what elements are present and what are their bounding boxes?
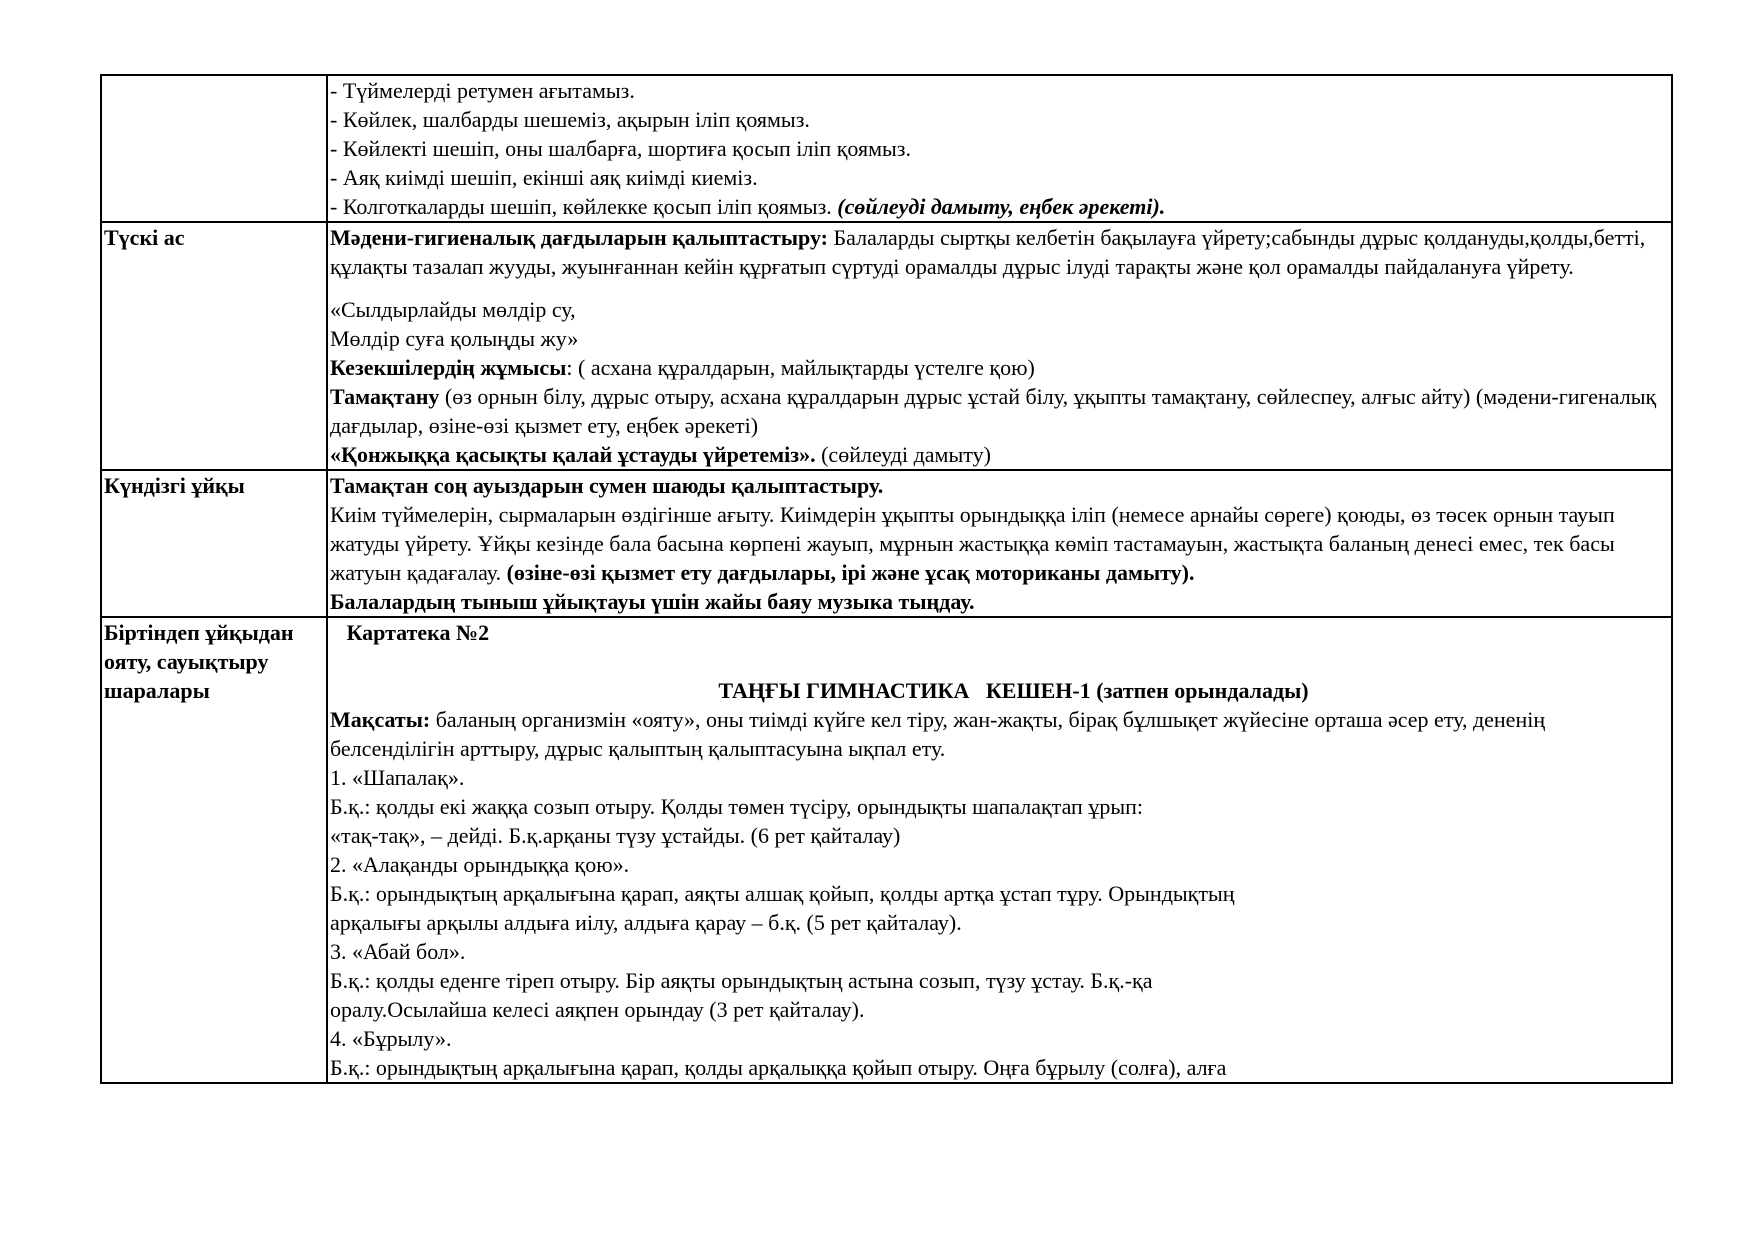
list-item: - Аяқ киімді шешіп, екінші аяқ киімді киеміз. xyxy=(330,165,758,190)
schedule-table xyxy=(100,74,1673,1084)
paragraph xyxy=(330,382,1667,440)
exercise-line: 4. «Бұрылу». xyxy=(330,1026,452,1051)
poem-line: «Сылдырлайды мөлдір су, xyxy=(330,297,576,322)
paragraph-heading: Кезекшілердің жұмысы xyxy=(330,355,567,380)
paragraph-emphasis: (өзіне-өзі қызмет ету дағдылары, ірі және ұсақ моториканы дамыту). xyxy=(506,560,1195,585)
list-item-emphasis: (сөйлеуді дамыту, еңбек әрекеті). xyxy=(837,194,1166,219)
spacer xyxy=(330,647,1667,676)
paragraph xyxy=(330,500,1667,587)
exercise-line: арқалығы арқылы алдыға иілу, алдыға қарау – б.қ. (5 рет қайталау). xyxy=(330,910,962,935)
exercise-line: оралу.Осылайша келесі аяқпен орындау (3 рет қайталау). xyxy=(330,997,865,1022)
paragraph xyxy=(330,223,1667,281)
exercise-line: «тақ-тақ», – дейді. Б.қ.арқаны түзу ұстайды. (6 рет қайталау) xyxy=(330,823,901,848)
row-label-cell xyxy=(101,617,327,1083)
gymnastics-title: ТАҢҒЫ ГИМНАСТИКА КЕШЕН-1 (затпен орындалады) xyxy=(718,678,1309,703)
poem-line: Мөлдір суға қолыңды жу» xyxy=(330,326,579,351)
list-item: - Түймелерді ретумен ағытамыз. xyxy=(330,78,635,103)
paragraph xyxy=(330,440,1667,469)
paragraph-text: (өз орнын білу, дұрыс отыру, асхана құралдарын дұрыс ұстай білу, ұқыпты тамақтану, сөйлеспеу, алғыс айту) (мәдени-гигеналық дағдылар, өзіне-өзі қызмет ету, еңбек әрекеті) xyxy=(330,384,1657,438)
row-label-cell xyxy=(101,75,327,222)
table-row xyxy=(101,617,1672,1083)
list-item xyxy=(330,192,1667,221)
spacer xyxy=(330,281,1667,295)
row-label-cell xyxy=(101,470,327,617)
paragraph-heading: Балалардың тыныш ұйықтауы үшін жайы баяу музыка тыңдау. xyxy=(330,589,975,614)
paragraph-text: (сөйлеуді дамыту) xyxy=(815,442,991,467)
row-content-cell xyxy=(327,617,1672,1083)
list-item-text: - Колготкаларды шешіп, көйлекке қосып іліп қоямыз. xyxy=(330,194,838,219)
row-content-cell xyxy=(327,222,1672,470)
row-label: Біртіндеп ұйқыдан ояту, сауықтыру шаралары xyxy=(104,620,294,703)
exercise-line: 1. «Шапалақ». xyxy=(330,765,465,790)
exercise-line: 3. «Абай бол». xyxy=(330,939,466,964)
paragraph-text: : ( асхана құралдарын, майлықтарды үстелге қою) xyxy=(566,355,1035,380)
list-item: - Көйлек, шалбарды шешеміз, ақырын іліп қоямыз. xyxy=(330,107,810,132)
row-label-cell xyxy=(101,222,327,470)
paragraph-heading: Мақсаты: xyxy=(330,707,431,732)
paragraph xyxy=(330,705,1667,763)
paragraph-text: баланың организмін «ояту», оны тиімді күйге кел тіру, жан-жақты, бірақ бұлшықет жүйесіне орташа әсер ету, дененің белсенділігін арттыру, дұрыс қалыптың қалыптасуына ықпал ету. xyxy=(330,707,1546,761)
table-row xyxy=(101,75,1672,222)
list-item: - Көйлекті шешіп, оны шалбарға, шортиға қосып іліп қоямыз. xyxy=(330,136,911,161)
paragraph-heading: «Қонжыққа қасықты қалай ұстауды үйретеміз». xyxy=(330,442,816,467)
paragraph-heading: Тамақтану xyxy=(330,384,440,409)
row-label: Түскі ас xyxy=(104,225,185,250)
exercise-line: Б.қ.: орындықтың арқалығына қарап, қолды арқалыққа қойып отыру. Оңға бұрылу (солға), алға xyxy=(330,1055,1227,1080)
table-row xyxy=(101,222,1672,470)
paragraph-text: Киім түймелерін, сырмаларын өздігінше ағыту. Киімдерін ұқыпты орындыққа іліп (немесе арнайы сөреге) қоюды, өз төсек орнын тауып жатуды үйрету. Ұйқы кезінде бала басына көрпені жауып, мұрнын жастыққа көміп тастамауын, жастықта баланың денесі емес, тек басы жатуын қадағалау. xyxy=(330,502,1615,585)
exercise-line: 2. «Алақанды орындыққа қою». xyxy=(330,852,630,877)
row-content-cell xyxy=(327,470,1672,617)
paragraph-heading: Мәдени-гигиеналық дағдыларын қалыптастыру: xyxy=(330,225,828,250)
paragraph-text: Балаларды сыртқы келбетін бақылауға үйрету;сабынды дұрыс қолдануды,қолды,бетті, құлақты тазалап жууды, жуынғаннан кейін құрғатып сүртуді орамалды дұрыс ілуді тарақты және қол орамалды пайдалануға үйрету. xyxy=(330,225,1646,279)
exercise-line: Б.қ.: қолды екі жаққа созып отыру. Қолды төмен түсіру, орындықты шапалақтап ұрып: xyxy=(330,794,1143,819)
table-row xyxy=(101,470,1672,617)
paragraph xyxy=(330,353,1667,382)
exercise-line: Б.қ.: орындықтың арқалығына қарап, аяқты алшақ қойып, қолды артқа ұстап тұру. Орындықтың xyxy=(330,881,1235,906)
card-title: Картатека №2 xyxy=(330,620,490,645)
row-content-cell xyxy=(327,75,1672,222)
exercise-line: Б.қ.: қолды еденге тіреп отыру. Бір аяқты орындықтың астына созып, түзу ұстау. Б.қ.-қа xyxy=(330,968,1153,993)
row-label: Күндізгі ұйқы xyxy=(104,473,245,498)
paragraph-heading: Тамақтан соң ауыздарын сумен шаюды қалыптастыру. xyxy=(330,473,884,498)
